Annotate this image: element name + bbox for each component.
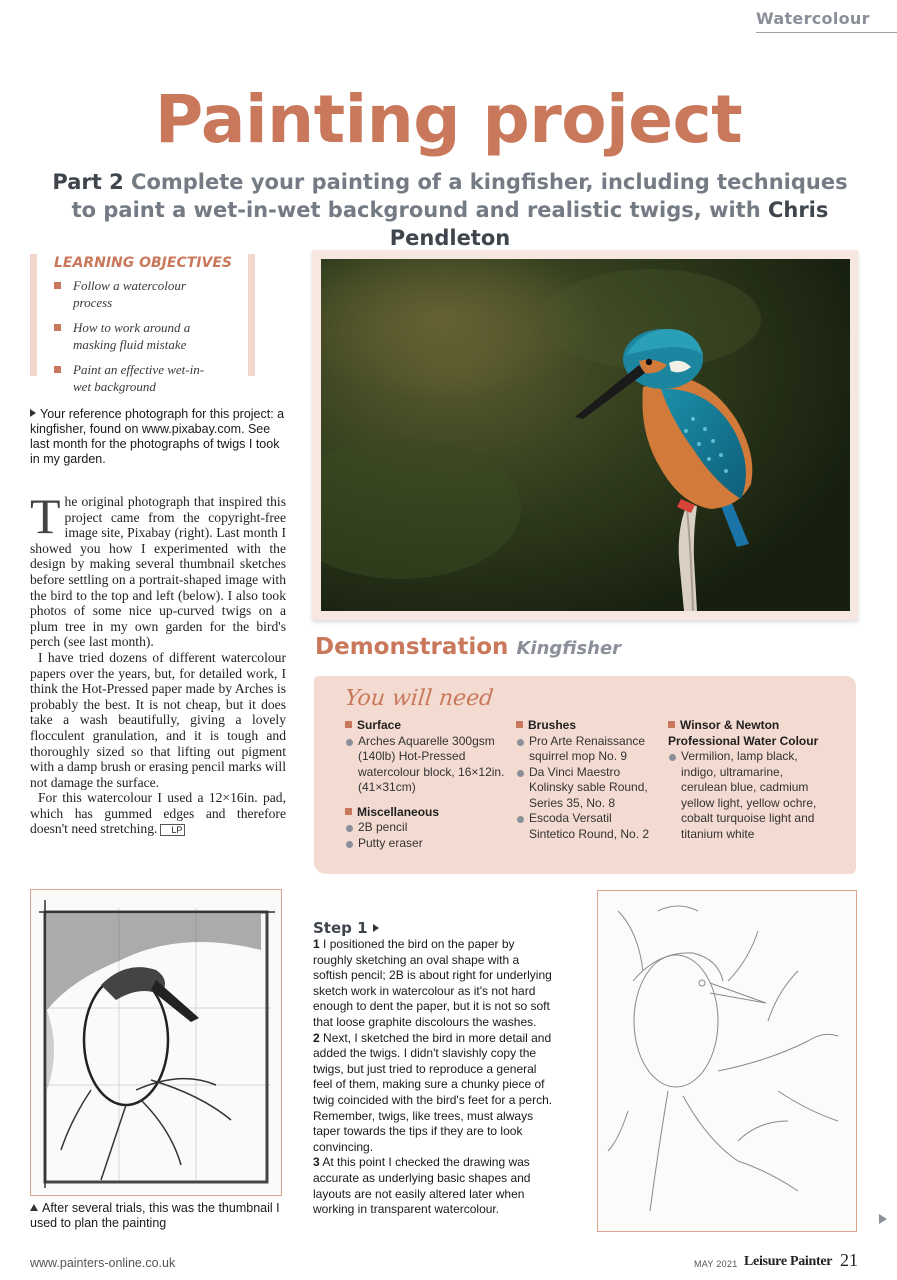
demonstration-heading: Demonstration Kingfisher <box>315 634 622 660</box>
footer-date: MAY 2021 <box>694 1259 738 1269</box>
material-item: Pro Arte Renaissance squirrel mop No. 9 <box>516 734 656 765</box>
objectives-heading: LEARNING OBJECTIVES <box>54 255 232 271</box>
brushes-heading: Brushes <box>516 718 656 734</box>
pointer-icon <box>373 924 379 932</box>
objective-item: Follow a watercolour process <box>54 277 214 311</box>
material-item: Vermilion, lamp black, indigo, ultramarine, cerulean blue, cadmium yellow light, yellow ochre, cobalt turquoise light and titanium white <box>668 749 828 842</box>
material-item: Da Vinci Maestro Kolinsky sable Round, Series 35, No. 8 <box>516 765 656 812</box>
step-text: 1 I positioned the bird on the paper by roughly sketching an oval shape with a softish pencil; 2B is about right for underlying sketch work in watercolour as it's not hard enough to dent the paper, but it is not so soft that loose graphite discolours the washes. 2 Next, I sketched the bird in more detail and added the twigs. I didn't slavishly copy the twigs, but just tried to reproduce a general feel of them, making sure a chunky piece of twig coincided with the bird's feet for a perch. Remember, twigs, like trees, must always taper towards the tips if they are to look convincing. 3 At this point I checked the drawing was accurate as underlying basic shapes and layouts are not easily altered later when working in transparent watercolour. <box>313 937 553 1217</box>
sketch-caption: After several trials, this was the thumbnail I used to plan the painting <box>30 1201 280 1230</box>
learning-objectives <box>30 254 255 394</box>
subtitle-text: Complete your painting of a kingfisher, including techniques to paint a wet-in-wet background and realistic twigs, with <box>71 170 848 222</box>
subtitle-author: Chris Pendleton <box>389 198 829 250</box>
thumbnail-sketch <box>30 889 282 1196</box>
footer-url[interactable]: www.painters-online.co.uk <box>30 1256 176 1270</box>
drawing-illustration <box>598 891 856 1231</box>
article-paragraph: The original photograph that inspired this project came from the copyright-free image site, Pixabay (right). Last month I showed you how I experimented with the design by making several thumbnail sketches before settling on a portrait-shaped image with the bird to the top and left (below). I also took photos of some nice up-curved twigs on a plum tree in my own garden for the bird's perch (see last month). <box>30 488 286 650</box>
subtitle-part: Part 2 <box>52 170 124 194</box>
surface-heading: Surface <box>345 718 505 734</box>
materials-column-surface <box>345 718 505 851</box>
section-rule <box>756 32 897 33</box>
page-title: Painting project <box>154 81 743 158</box>
next-page-arrow-icon[interactable] <box>879 1214 887 1224</box>
material-item: 2B pencil <box>345 820 505 836</box>
objectives-list <box>54 277 248 395</box>
reference-caption: Your reference photograph for this project: a kingfisher, found on www.pixabay.com. See last month for the photographs of twigs I took in my garden. <box>30 407 285 466</box>
objective-item: How to work around a masking fluid mistake <box>54 319 214 353</box>
sketch-illustration <box>31 890 281 1195</box>
material-item: Escoda Versatil Sintetico Round, No. 2 <box>516 811 656 842</box>
step-number: 3 <box>313 1155 320 1170</box>
page-number: 21 <box>840 1250 858 1270</box>
article-paragraph: I have tried dozens of different watercolour papers over the years, but, for detailed work, I think the Hot-Pressed paper made by Arches is probably the best. It is not cheap, but it does take a wash beautifully, giving a lovely flocculent granulation, and it is tough and thoroughly sized so that lifting out pigment with a damp brush or erasing pencil marks will not damage the surface. <box>30 649 286 790</box>
materials-column-paints <box>668 718 828 842</box>
objective-item: Paint an effective wet-in-wet background <box>54 361 214 395</box>
kingfisher-photo <box>321 259 850 611</box>
kingfisher-illustration <box>321 259 850 611</box>
step-number: 2 <box>313 1030 320 1045</box>
step-heading: Step 1 <box>313 919 383 937</box>
material-item: Putty eraser <box>345 836 505 852</box>
pencil-drawing <box>597 890 857 1232</box>
section-tag: Watercolour <box>756 9 870 28</box>
misc-heading: Miscellaneous <box>345 805 505 821</box>
paints-heading: Winsor & Newton Professional Water Colour <box>668 718 828 749</box>
article-body <box>30 488 286 837</box>
materials-title: You will need <box>343 686 495 711</box>
pointer-up-icon <box>30 1204 38 1211</box>
subtitle <box>40 168 860 252</box>
end-mark: LP <box>160 824 185 836</box>
material-item: Arches Aquarelle 300gsm (140lb) Hot-Pressed watercolour block, 16×12in. (41×31cm) <box>345 734 505 796</box>
materials-column-brushes <box>516 718 656 842</box>
demonstration-subject: Kingfisher <box>516 638 622 659</box>
dropcap: T <box>30 488 61 544</box>
step-number: 1 <box>313 937 320 951</box>
footer-magazine: Leisure Painter <box>744 1254 833 1269</box>
pointer-icon <box>30 409 36 417</box>
article-paragraph: For this watercolour I used a 12×16in. pad, which has gummed edges and therefore doesn't need stretching. LP <box>30 790 286 837</box>
